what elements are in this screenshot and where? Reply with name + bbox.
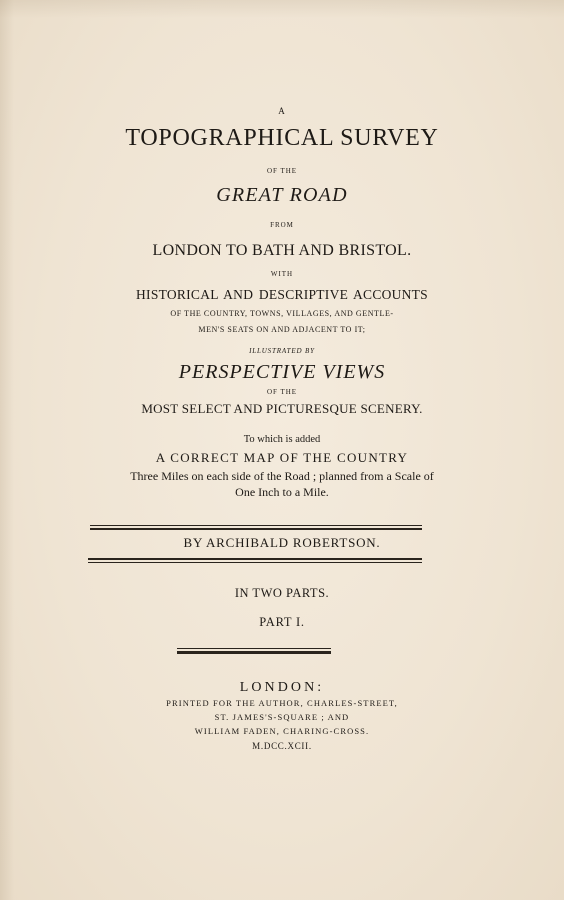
imprint-address: ST. JAMES'S-SQUARE ; AND — [214, 712, 350, 722]
title-scenery: MOST SELECT AND PICTURESQUE SCENERY. — [141, 401, 423, 416]
title-connector-from: FROM — [270, 221, 294, 229]
double-rule-bottom-thick — [88, 558, 422, 560]
title-great-road: GREAT ROAD — [216, 184, 348, 206]
title-route: LONDON TO BATH AND BRISTOL. — [152, 242, 412, 259]
title-connector-of-the: OF THE — [266, 167, 298, 175]
double-rule-bottom-thin — [88, 562, 422, 563]
title-to-which-added: To which is added — [243, 434, 321, 445]
title-map-desc-2: One Inch to a Mile. — [235, 485, 329, 499]
double-rule-top-thin — [90, 525, 422, 526]
title-accounts: HISTORICAL AND DESCRIPTIVE ACCOUNTS — [136, 287, 428, 302]
double-rule-top-thick — [90, 528, 422, 530]
short-rule-thick — [177, 651, 331, 654]
imprint-printed-for: PRINTED FOR THE AUTHOR, CHARLES-STREET, — [166, 698, 398, 708]
imprint-faden: WILLIAM FADEN, CHARING-CROSS. — [194, 726, 370, 736]
author-line: BY ARCHIBALD ROBERTSON. — [183, 535, 381, 550]
title-connector-of-the-2: OF THE — [266, 388, 298, 396]
book-title: TOPOGRAPHICAL SURVEY — [125, 125, 439, 151]
title-map-desc-1: Three Miles on each side of the Road ; planned from a Scale of — [130, 469, 434, 483]
short-rule-thin — [177, 648, 331, 649]
title-map: A CORRECT MAP OF THE COUNTRY — [155, 450, 409, 465]
imprint-city: LONDON: — [239, 680, 325, 695]
title-accounts-line-2: MEN'S SEATS ON AND ADJACENT TO IT; — [198, 325, 366, 334]
imprint-date: M.DCC.XCII. — [252, 741, 312, 751]
title-connector-with: WITH — [270, 270, 294, 278]
title-connector-illustrated-by: ILLUSTRATED BY — [249, 347, 315, 355]
title-accounts-line-1: OF THE COUNTRY, TOWNS, VILLAGES, AND GENTLE- — [170, 309, 394, 318]
part-number: PART I. — [259, 615, 305, 629]
parts-line: IN TWO PARTS. — [234, 586, 330, 600]
title-article: A — [278, 106, 286, 116]
title-perspective-views: PERSPECTIVE VIEWS — [178, 361, 386, 383]
